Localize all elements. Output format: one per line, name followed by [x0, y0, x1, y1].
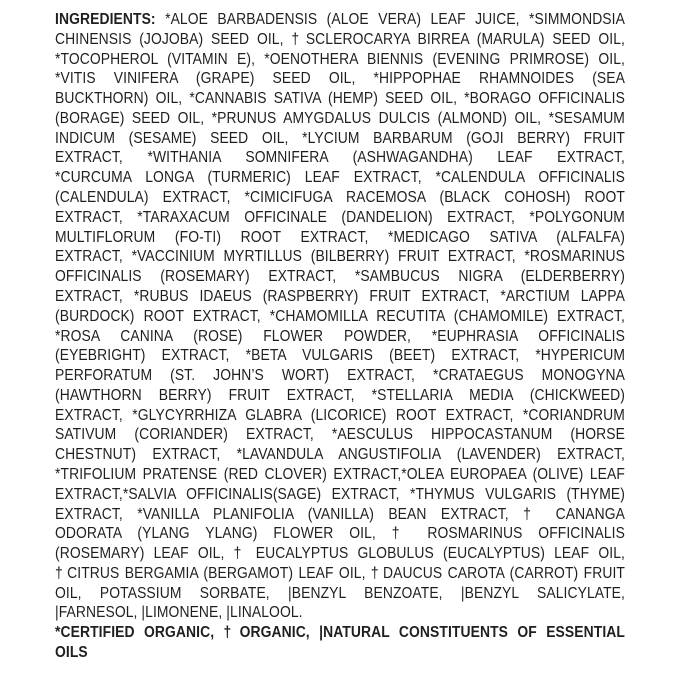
- ingredients-line: BUCKTHORN) OIL, *CANNABIS SATIVA (HEMP) SEED OIL, *BORAGO OFFICINALIS: [55, 90, 625, 108]
- ingredients-line: |FARNESOL, |LIMONENE, |LINALOOL.: [55, 604, 303, 622]
- ingredients-line: CHESTNUT) EXTRACT, *LAVANDULA ANGUSTIFOLIA (LAVENDER) EXTRACT,: [55, 446, 625, 464]
- ingredients-line: INDICUM (SESAME) SEED OIL, *LYCIUM BARBARUM (GOJI BERRY) FRUIT: [55, 129, 625, 147]
- ingredients-line: PERFORATUM (ST. JOHN’S WORT) EXTRACT, *CRATAEGUS MONOGYNA: [55, 367, 625, 385]
- ingredients-line: (BORAGE) SEED OIL, *PRUNUS AMYGDALUS DULCIS (ALMOND) OIL, *SESAMUM: [55, 109, 625, 127]
- ingredients-line: *TRIFOLIUM PRATENSE (RED CLOVER) EXTRACT,*OLEA EUROPAEA (OLIVE) LEAF: [55, 465, 625, 483]
- footnote-line: OILS: [55, 644, 88, 661]
- ingredients-line: ODORATA (YLANG YLANG) FLOWER OIL, † ROSMARINUS OFFICINALIS: [55, 525, 625, 543]
- ingredients-heading: INGREDIENTS:: [55, 11, 156, 28]
- ingredients-line: *ROSA CANINA (ROSE) FLOWER POWDER, *EUPHRASIA OFFICINALIS: [55, 327, 625, 345]
- ingredients-line: (BURDOCK) ROOT EXTRACT, *CHAMOMILLA RECUTITA (CHAMOMILE) EXTRACT,: [55, 307, 625, 325]
- ingredients-line: [55, 10, 625, 30]
- ingredients-line: EXTRACT, *RUBUS IDAEUS (RASPBERRY) FRUIT EXTRACT, *ARCTIUM LAPPA: [55, 287, 625, 305]
- ingredients-line-text: *ALOE BARBADENSIS (ALOE VERA) LEAF JUICE, *SIMMONDSIA: [155, 11, 625, 28]
- ingredients-line: *VITIS VINIFERA (GRAPE) SEED OIL, *HIPPOPHAE RHAMNOIDES (SEA: [55, 70, 625, 88]
- ingredients-line: CHINENSIS (JOJOBA) SEED OIL, † SCLEROCARYA BIRREA (MARULA) SEED OIL,: [55, 30, 625, 48]
- ingredients-line: OIL, POTASSIUM SORBATE, |BENZYL BENZOATE, |BENZYL SALICYLATE,: [55, 584, 625, 602]
- footnote-line: *CERTIFIED ORGANIC, † ORGANIC, |NATURAL CONSTITUENTS OF ESSENTIAL: [55, 624, 625, 642]
- ingredients-line: *TOCOPHEROL (VITAMIN E), *OENOTHERA BIENNIS (EVENING PRIMROSE) OIL,: [55, 50, 625, 68]
- ingredients-line: † CITRUS BERGAMIA (BERGAMOT) LEAF OIL, † DAUCUS CAROTA (CARROT) FRUIT: [55, 564, 625, 582]
- ingredients-line: EXTRACT, *VANILLA PLANIFOLIA (VANILLA) BEAN EXTRACT, † CANANGA: [55, 505, 625, 523]
- ingredients-text-block: [55, 10, 625, 663]
- ingredients-line: (CALENDULA) EXTRACT, *CIMICIFUGA RACEMOSA (BLACK COHOSH) ROOT: [55, 189, 625, 207]
- ingredients-line: EXTRACT, *VACCINIUM MYRTILLUS (BILBERRY) FRUIT EXTRACT, *ROSMARINUS: [55, 248, 625, 266]
- ingredients-line: EXTRACT, *TARAXACUM OFFICINALE (DANDELION) EXTRACT, *POLYGONUM: [55, 208, 625, 226]
- ingredients-line: EXTRACT,*SALVIA OFFICINALIS(SAGE) EXTRACT, *THYMUS VULGARIS (THYME): [55, 485, 625, 503]
- ingredients-line: SATIVUM (CORIANDER) EXTRACT, *AESCULUS HIPPOCASTANUM (HORSE: [55, 426, 625, 444]
- ingredients-line: MULTIFLORUM (FO-TI) ROOT EXTRACT, *MEDICAGO SATIVA (ALFALFA): [55, 228, 625, 246]
- ingredients-line: EXTRACT, *WITHANIA SOMNIFERA (ASHWAGANDHA) LEAF EXTRACT,: [55, 149, 625, 167]
- ingredients-line: (ROSEMARY) LEAF OIL, † EUCALYPTUS GLOBULUS (EUCALYPTUS) LEAF OIL,: [55, 545, 625, 563]
- ingredients-line: EXTRACT, *GLYCYRRHIZA GLABRA (LICORICE) ROOT EXTRACT, *CORIANDRUM: [55, 406, 625, 424]
- ingredients-line: *CURCUMA LONGA (TURMERIC) LEAF EXTRACT, *CALENDULA OFFICINALIS: [55, 169, 625, 187]
- ingredients-line: OFFICINALIS (ROSEMARY) EXTRACT, *SAMBUCUS NIGRA (ELDERBERRY): [55, 268, 625, 286]
- ingredients-line: (HAWTHORN BERRY) FRUIT EXTRACT, *STELLARIA MEDIA (CHICKWEED): [55, 386, 625, 404]
- ingredients-line: (EYEBRIGHT) EXTRACT, *BETA VULGARIS (BEET) EXTRACT, *HYPERICUM: [55, 347, 625, 365]
